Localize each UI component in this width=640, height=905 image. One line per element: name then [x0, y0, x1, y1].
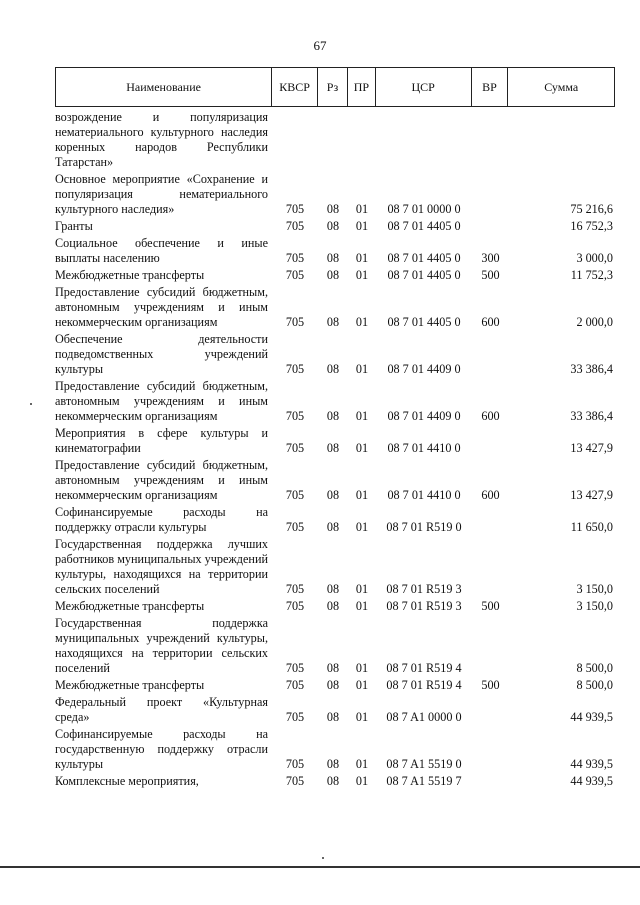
cell-pr: 01 [355, 757, 369, 771]
cell-name: возрождение и популяризация нематериального культурного наследия коренных народов Республики Татарстан» [55, 110, 268, 169]
cell-kvsr: 705 [285, 774, 305, 788]
cell-pr: 01 [355, 599, 369, 613]
cell-kvsr: 705 [285, 488, 305, 502]
cell-pr: 01 [355, 202, 369, 216]
scan-artifact [30, 403, 32, 405]
cell-csr: 08 7 01 4405 0 [387, 219, 461, 233]
cell-sum: 44 939,5 [570, 774, 613, 788]
cell-name: Предоставление субсидий бюджетным, автономным учреждениям и иным некоммерческим организациям [55, 458, 268, 502]
cell-sum: 75 216,6 [570, 202, 613, 216]
cell-pr: 01 [355, 251, 369, 265]
cell-pr: 01 [355, 441, 369, 455]
cell-rz: 08 [326, 251, 340, 265]
cell-rz: 08 [326, 710, 340, 724]
cell-name: Социальное обеспечение и иные выплаты населению [55, 236, 268, 265]
cell-rz: 08 [326, 757, 340, 771]
cell-sum: 44 939,5 [570, 757, 613, 771]
table-row [55, 505, 615, 535]
cell-rz: 08 [326, 599, 340, 613]
cell-csr: 08 7 01 R519 3 [386, 582, 462, 596]
cell-pr: 01 [355, 315, 369, 329]
cell-rz: 08 [326, 441, 340, 455]
cell-kvsr: 705 [285, 251, 305, 265]
cell-csr: 08 7 01 R519 3 [386, 599, 462, 613]
cell-pr: 01 [355, 219, 369, 233]
header-rz: Рз [318, 68, 348, 106]
cell-vr: 300 [481, 251, 500, 265]
header-pr: ПР [348, 68, 376, 106]
cell-rz: 08 [326, 219, 340, 233]
cell-vr: 500 [481, 268, 500, 282]
cell-kvsr: 705 [285, 678, 305, 692]
cell-kvsr: 705 [285, 520, 305, 534]
cell-sum: 33 386,4 [570, 409, 613, 423]
cell-rz: 08 [326, 409, 340, 423]
cell-rz: 08 [326, 202, 340, 216]
table-row [55, 616, 615, 676]
cell-name: Государственная поддержка муниципальных учреждений культуры, находящихся на территории сельских поселений [55, 616, 268, 675]
cell-name: Основное мероприятие «Сохранение и популяризация нематериального культурного наследия» [55, 172, 268, 216]
cell-kvsr: 705 [285, 757, 305, 771]
table-row [55, 268, 615, 283]
cell-kvsr: 705 [285, 661, 305, 675]
header-kvsr: КВСР [272, 68, 318, 106]
table-row [55, 727, 615, 772]
cell-kvsr: 705 [285, 599, 305, 613]
table-body [55, 110, 615, 791]
cell-rz: 08 [326, 315, 340, 329]
cell-csr: 08 7 01 R519 4 [386, 661, 462, 675]
cell-rz: 08 [326, 268, 340, 282]
cell-name: Федеральный проект «Культурная среда» [55, 695, 268, 724]
table-row [55, 774, 615, 789]
cell-pr: 01 [355, 582, 369, 596]
cell-csr: 08 7 01 R519 4 [386, 678, 462, 692]
cell-kvsr: 705 [285, 362, 305, 376]
cell-sum: 3 150,0 [576, 599, 613, 613]
table-row [55, 537, 615, 597]
cell-sum: 3 000,0 [576, 251, 613, 265]
cell-name: Мероприятия в сфере культуры и кинематографии [55, 426, 268, 455]
cell-vr: 600 [481, 315, 500, 329]
cell-kvsr: 705 [285, 219, 305, 233]
cell-vr: 600 [481, 488, 500, 502]
cell-name: Софинансируемые расходы на поддержку отрасли культуры [55, 505, 268, 534]
scan-artifact [322, 857, 324, 859]
cell-name: Софинансируемые расходы на государственную поддержку отрасли культуры [55, 727, 268, 771]
cell-csr: 08 7 01 R519 0 [386, 520, 462, 534]
cell-pr: 01 [355, 520, 369, 534]
cell-name: Гранты [55, 219, 93, 233]
cell-name: Государственная поддержка лучших работников муниципальных учреждений культуры, находящихся на территории сельских поселений [55, 537, 268, 596]
cell-rz: 08 [326, 678, 340, 692]
cell-csr: 08 7 A1 0000 0 [386, 710, 462, 724]
table-row [55, 332, 615, 377]
cell-kvsr: 705 [285, 441, 305, 455]
cell-pr: 01 [355, 710, 369, 724]
cell-sum: 11 650,0 [570, 520, 613, 534]
cell-sum: 33 386,4 [570, 362, 613, 376]
cell-pr: 01 [355, 268, 369, 282]
table-row [55, 458, 615, 503]
cell-sum: 16 752,3 [570, 219, 613, 233]
cell-csr: 08 7 01 4405 0 [387, 315, 461, 329]
cell-name: Межбюджетные трансферты [55, 678, 205, 692]
cell-sum: 44 939,5 [570, 710, 613, 724]
cell-name: Обеспечение деятельности подведомственных учреждений культуры [55, 332, 268, 376]
header-vr: ВР [472, 68, 509, 106]
cell-name: Межбюджетные трансферты [55, 268, 205, 282]
cell-csr: 08 7 01 4410 0 [387, 441, 461, 455]
cell-pr: 01 [355, 678, 369, 692]
cell-pr: 01 [355, 409, 369, 423]
cell-csr: 08 7 01 4405 0 [387, 268, 461, 282]
cell-sum: 3 150,0 [576, 582, 613, 596]
cell-kvsr: 705 [285, 582, 305, 596]
cell-name: Предоставление субсидий бюджетным, автономным учреждениям и иным некоммерческим организациям [55, 285, 268, 329]
page-number: 67 [313, 38, 327, 53]
cell-name: Комплексные мероприятия, [55, 774, 199, 788]
cell-vr: 500 [481, 599, 500, 613]
cell-rz: 08 [326, 661, 340, 675]
cell-rz: 08 [326, 774, 340, 788]
table-row [55, 599, 615, 614]
table-row [55, 219, 615, 234]
cell-name: Предоставление субсидий бюджетным, автономным учреждениям и иным некоммерческим организациям [55, 379, 268, 423]
cell-pr: 01 [355, 362, 369, 376]
header-sum: Сумма [544, 79, 579, 94]
header-name: Наименование [56, 68, 272, 106]
cell-sum: 11 752,3 [570, 268, 613, 282]
table-row [55, 110, 615, 170]
table-header [55, 67, 615, 107]
cell-kvsr: 705 [285, 710, 305, 724]
cell-rz: 08 [326, 488, 340, 502]
cell-kvsr: 705 [285, 268, 305, 282]
table-row [55, 426, 615, 456]
page-bottom-border [0, 866, 640, 868]
cell-sum: 13 427,9 [570, 441, 613, 455]
cell-pr: 01 [355, 774, 369, 788]
table-row [55, 236, 615, 266]
table-row [55, 695, 615, 725]
cell-pr: 01 [355, 488, 369, 502]
cell-csr: 08 7 01 4409 0 [387, 409, 461, 423]
cell-sum: 13 427,9 [570, 488, 613, 502]
table-row [55, 379, 615, 424]
cell-csr: 08 7 A1 5519 7 [386, 774, 462, 788]
cell-kvsr: 705 [285, 315, 305, 329]
cell-vr: 600 [481, 409, 500, 423]
cell-csr: 08 7 01 4405 0 [387, 251, 461, 265]
cell-csr: 08 7 01 4410 0 [387, 488, 461, 502]
cell-csr: 08 7 01 0000 0 [387, 202, 461, 216]
cell-rz: 08 [326, 520, 340, 534]
cell-vr: 500 [481, 678, 500, 692]
cell-kvsr: 705 [285, 409, 305, 423]
header-csr: ЦСР [376, 68, 472, 106]
cell-csr: 08 7 01 4409 0 [387, 362, 461, 376]
table-row [55, 678, 615, 693]
cell-sum: 8 500,0 [576, 661, 613, 675]
table-row [55, 285, 615, 330]
cell-rz: 08 [326, 582, 340, 596]
cell-sum: 2 000,0 [576, 315, 613, 329]
cell-kvsr: 705 [285, 202, 305, 216]
cell-rz: 08 [326, 362, 340, 376]
table-row [55, 172, 615, 217]
cell-csr: 08 7 A1 5519 0 [386, 757, 462, 771]
cell-name: Межбюджетные трансферты [55, 599, 205, 613]
cell-pr: 01 [355, 661, 369, 675]
cell-sum: 8 500,0 [576, 678, 613, 692]
